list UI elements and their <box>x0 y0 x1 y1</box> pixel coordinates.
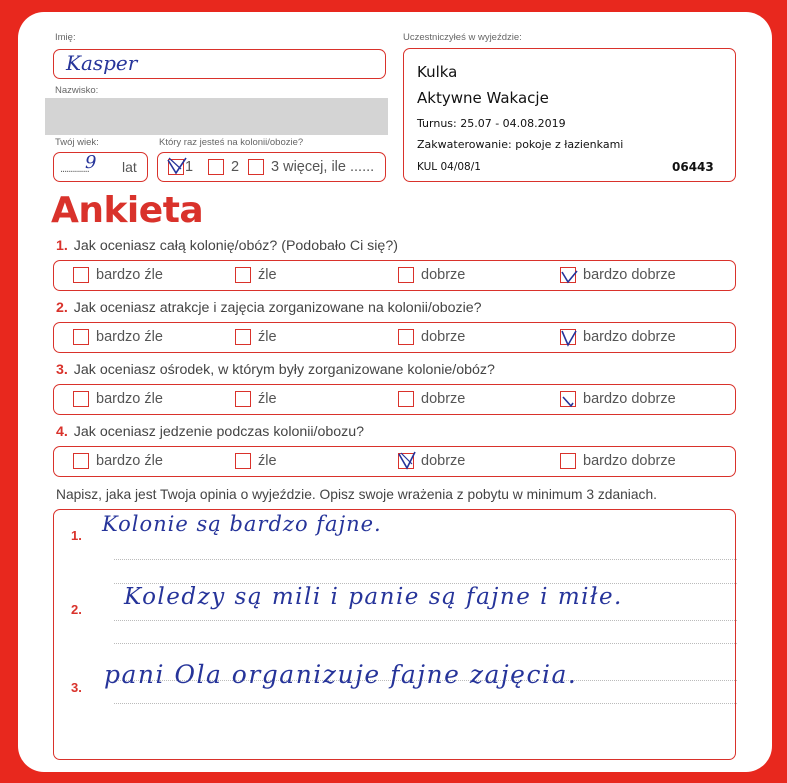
question-text: Jak oceniasz ośrodek, w którym były zorganizowane kolonie/obóz? <box>73 362 495 378</box>
checkbox[interactable] <box>73 267 89 283</box>
option-bardzo-zle[interactable] <box>73 267 163 283</box>
option-dobrze[interactable] <box>398 453 465 469</box>
ruled-line <box>114 643 737 644</box>
times-option-3[interactable] <box>248 159 374 175</box>
option-zle[interactable] <box>235 391 277 407</box>
checkbox-checked[interactable] <box>560 391 576 407</box>
question-text: Jak oceniasz jedzenie podczas kolonii/obozu? <box>73 424 365 440</box>
trip-line1: Kulka <box>417 63 458 81</box>
trip-code: KUL 04/08/1 <box>417 161 481 173</box>
checkbox[interactable] <box>73 329 89 345</box>
checkbox-checked[interactable] <box>398 453 414 469</box>
age-dots: .............. <box>60 163 89 175</box>
line-number: 1. <box>71 528 82 543</box>
ruled-line <box>114 620 737 621</box>
handwritten-line-1: Kolonie są bardzo fajne. <box>102 512 382 536</box>
option-label: bardzo dobrze <box>583 391 676 407</box>
surname-redacted <box>45 98 388 135</box>
option-bardzo-dobrze[interactable] <box>560 329 676 345</box>
question-4 <box>56 424 364 440</box>
option-zle[interactable] <box>235 329 277 345</box>
option-bardzo-dobrze[interactable] <box>560 453 676 469</box>
option-zle[interactable] <box>235 267 277 283</box>
check-mark-icon <box>396 449 418 471</box>
checkbox[interactable] <box>235 391 251 407</box>
trip-number: 06443 <box>672 160 714 174</box>
check-mark-icon <box>558 325 580 347</box>
answer-row-4 <box>53 446 736 477</box>
times-option-label: 3 więcej, ile ...... <box>271 159 375 175</box>
name-label: Imię: <box>55 32 76 43</box>
question-number: 2. <box>56 300 68 316</box>
survey-sheet <box>18 12 772 772</box>
option-label: źle <box>258 267 277 283</box>
checkbox-checked[interactable] <box>560 267 576 283</box>
times-option-label: 2 <box>231 159 240 175</box>
checkbox[interactable] <box>73 391 89 407</box>
opinion-box[interactable] <box>53 509 736 760</box>
option-bardzo-zle[interactable] <box>73 329 163 345</box>
option-bardzo-dobrze[interactable] <box>560 391 676 407</box>
checkbox[interactable] <box>235 329 251 345</box>
question-number: 4. <box>56 424 68 440</box>
question-3 <box>56 362 495 378</box>
checkbox[interactable] <box>73 453 89 469</box>
line-number: 2. <box>71 602 82 617</box>
times-label: Który raz jesteś na kolonii/obozie? <box>159 137 304 148</box>
answer-row-1 <box>53 260 736 291</box>
option-label: dobrze <box>421 391 466 407</box>
question-number: 1. <box>56 238 68 254</box>
times-field <box>157 152 386 182</box>
trip-info-box <box>403 48 736 182</box>
answer-row-3 <box>53 384 736 415</box>
checkbox-checked[interactable] <box>560 329 576 345</box>
checkbox[interactable] <box>560 453 576 469</box>
checkbox[interactable] <box>235 267 251 283</box>
opinion-prompt: Napisz, jaka jest Twoja opinia o wyjeździe. Opisz swoje wrażenia z pobytu w minimum 3 zdaniach. <box>56 487 657 502</box>
line-number: 3. <box>71 680 82 695</box>
checkbox[interactable] <box>398 391 414 407</box>
trip-label: Uczestniczyłeś w wyjeździe: <box>403 32 522 43</box>
option-label: źle <box>258 329 277 345</box>
option-bardzo-dobrze[interactable] <box>560 267 676 283</box>
option-label: bardzo źle <box>96 267 163 283</box>
ruled-line <box>114 559 737 560</box>
option-dobrze[interactable] <box>398 267 465 283</box>
check-mark-icon <box>166 155 188 177</box>
option-label: bardzo dobrze <box>583 329 676 345</box>
handwritten-line-2: Koledzy są mili i panie są fajne i miłe. <box>124 584 623 610</box>
option-label: dobrze <box>421 267 466 283</box>
option-label: bardzo dobrze <box>583 267 676 283</box>
checkbox[interactable] <box>398 329 414 345</box>
checkbox[interactable] <box>208 159 224 175</box>
trip-accommodation: Zakwaterowanie: pokoje z łazienkami <box>417 138 624 151</box>
age-label: Twój wiek: <box>55 137 99 148</box>
option-label: źle <box>258 391 277 407</box>
times-option-label: 1 <box>185 159 194 175</box>
check-mark-icon <box>558 263 580 285</box>
option-label: bardzo źle <box>96 453 163 469</box>
checkbox[interactable] <box>398 267 414 283</box>
age-unit: lat <box>122 159 137 175</box>
question-text: Jak oceniasz atrakcje i zajęcia zorganizowane na kolonii/obozie? <box>73 300 482 316</box>
question-2 <box>56 300 482 316</box>
option-label: źle <box>258 453 277 469</box>
option-label: bardzo źle <box>96 329 163 345</box>
checkbox[interactable] <box>248 159 264 175</box>
option-dobrze[interactable] <box>398 329 465 345</box>
option-zle[interactable] <box>235 453 277 469</box>
option-bardzo-zle[interactable] <box>73 391 163 407</box>
option-label: bardzo źle <box>96 391 163 407</box>
times-option-1[interactable] <box>168 159 193 175</box>
option-label: dobrze <box>421 453 466 469</box>
age-field[interactable] <box>53 152 148 182</box>
check-mark-icon <box>558 387 580 409</box>
page-title: Ankieta <box>51 190 204 231</box>
handwritten-line-3: pani Ola organizuje fajne zajęcia. <box>104 660 578 689</box>
trip-turnus: Turnus: 25.07 - 04.08.2019 <box>417 117 566 130</box>
trip-line2: Aktywne Wakacje <box>417 89 549 107</box>
question-text: Jak oceniasz całą kolonię/obóz? (Podobało Ci się?) <box>73 238 398 254</box>
option-dobrze[interactable] <box>398 391 465 407</box>
answer-row-2 <box>53 322 736 353</box>
question-1 <box>56 238 398 254</box>
option-label: dobrze <box>421 329 466 345</box>
surname-label: Nazwisko: <box>55 85 99 96</box>
name-value: Kasper <box>66 51 138 75</box>
age-value: 9 <box>85 152 97 173</box>
question-number: 3. <box>56 362 68 378</box>
option-label: bardzo dobrze <box>583 453 676 469</box>
times-option-2[interactable] <box>208 159 239 175</box>
checkbox[interactable] <box>235 453 251 469</box>
ruled-line <box>114 703 737 704</box>
name-field[interactable] <box>53 49 386 79</box>
checkbox[interactable] <box>168 159 184 175</box>
option-bardzo-zle[interactable] <box>73 453 163 469</box>
